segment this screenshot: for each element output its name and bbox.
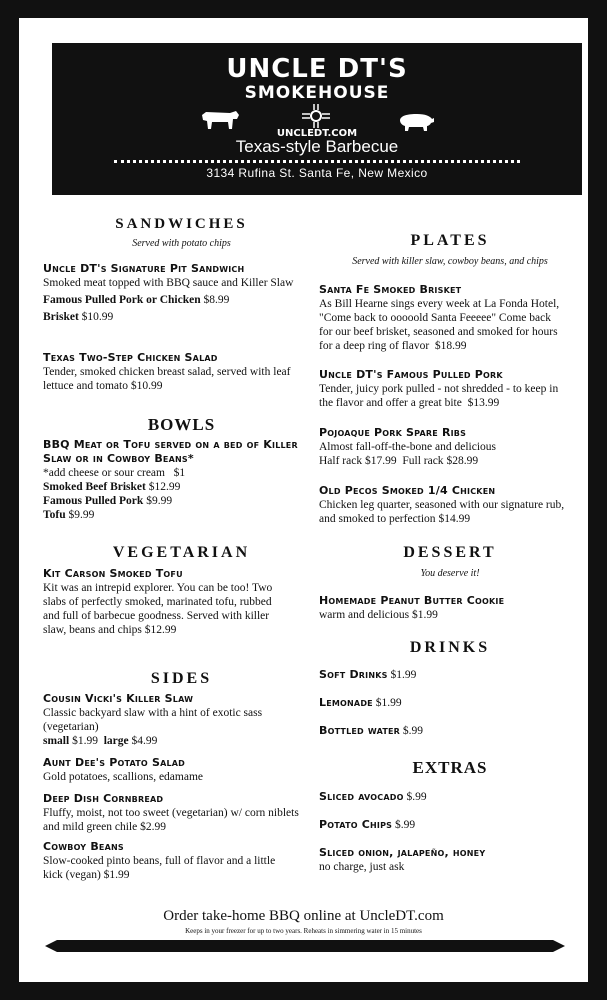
extra-item	[319, 790, 567, 804]
item-option: Famous Pulled Pork or Chicken	[43, 294, 201, 306]
item-price: $12.99	[144, 624, 177, 636]
item-name: Pojoaque Pork Spare Ribs	[319, 426, 467, 439]
section-title-plates: PLATES	[410, 232, 490, 249]
item-price: $17.99	[364, 455, 397, 467]
item-price: $12.99	[148, 481, 181, 493]
item-desc: Classic backyard slaw with a hint of exotic sass (vegetarian)	[43, 707, 263, 733]
menu-page	[19, 18, 588, 982]
item-option: Full rack	[402, 455, 444, 467]
brand-subname: SMOKEHOUSE	[244, 83, 390, 103]
item-name: Potato Chips	[319, 818, 393, 831]
item-price: $10.99	[81, 311, 114, 323]
item-price: $.99	[402, 725, 424, 737]
item-price: $1.99	[375, 697, 402, 709]
item-price: $8.99	[203, 294, 230, 306]
sandwiches-subtitle: Served with potato chips	[132, 238, 231, 249]
item-price: $1.99	[72, 735, 98, 747]
item-name: Sliced onion, jalapeño, honey	[319, 846, 486, 859]
menu-item	[43, 792, 301, 834]
item-name: Sliced avocado	[319, 790, 404, 803]
item-name: BBQ Meat or Tofu served on a bed of Killer Slaw or in Cowboy Beans*	[43, 438, 298, 465]
menu-item	[319, 426, 567, 468]
menu-item	[43, 567, 289, 637]
item-desc: Chicken leg quarter, seasoned with our signature rub, and smoked to perfection	[319, 499, 565, 525]
item-option: Half rack	[319, 455, 363, 467]
menu-item	[43, 262, 301, 324]
item-option: Smoked Beef Brisket	[43, 481, 146, 493]
item-price: $1.99	[411, 609, 438, 621]
item-option: large	[103, 735, 129, 747]
arrow-bar-divider	[45, 940, 565, 952]
header-banner	[52, 43, 582, 195]
item-name: Uncle DT's Famous Pulled Pork	[319, 368, 503, 381]
section-title-dessert: DESSERT	[403, 544, 497, 561]
item-name: Uncle DT's Signature Pit Sandwich	[43, 262, 245, 275]
item-price: $28.99	[446, 455, 479, 467]
item-price: $10.99	[130, 380, 163, 392]
item-note: no charge, just ask	[319, 861, 405, 873]
item-name: Texas Two-Step Chicken Salad	[43, 351, 218, 364]
item-desc: Fluffy, moist, not too sweet (vegetarian) w/ corn niblets and mild green chile	[43, 807, 299, 833]
address: 3134 Rufina St. Santa Fe, New Mexico	[206, 166, 428, 180]
menu-item	[319, 283, 567, 353]
item-name: Aunt Dee's Potato Salad	[43, 756, 186, 769]
item-price: $9.99	[68, 509, 95, 521]
zia-sun-icon	[298, 103, 334, 129]
item-name: Bottled water	[319, 724, 401, 737]
item-name: Old Pecos Smoked 1/4 Chicken	[319, 484, 496, 497]
item-price: $18.99	[434, 340, 467, 352]
freezer-note: Keeps in your freezer for up to two years. Reheats in simmering water in 15 minutes	[185, 927, 422, 935]
item-price: $13.99	[467, 397, 500, 409]
item-price: $1.99	[103, 869, 130, 881]
menu-item	[43, 840, 293, 882]
item-name: Cousin Vicki's Killer Slaw	[43, 692, 194, 705]
tagline: Texas-style Barbecue	[235, 137, 399, 156]
plates-subtitle: Served with killer slaw, cowboy beans, and chips	[352, 256, 548, 267]
menu-item	[43, 438, 309, 522]
item-option: small	[43, 735, 70, 747]
drink-item	[319, 668, 567, 682]
section-title-sides: SIDES	[150, 670, 213, 687]
item-desc: Kit was an intrepid explorer. You can be too! Two slabs of perfectly smoked, marinated tofu, rubbed and full of barbecue goodness. Served with killer slaw, beans and chips	[43, 582, 273, 636]
item-price: $14.99	[438, 513, 471, 525]
section-title-bowls: BOWLS	[147, 415, 216, 434]
item-price: $.99	[406, 791, 427, 803]
item-price: $.99	[395, 819, 416, 831]
item-name: Lemonade	[319, 696, 373, 709]
menu-item	[319, 484, 567, 526]
dessert-subtitle: You deserve it!	[420, 568, 480, 579]
item-price: $2.99	[140, 821, 166, 833]
menu-item	[319, 594, 567, 622]
item-option: Tofu	[43, 509, 66, 521]
item-option: Famous Pulled Pork	[43, 495, 144, 507]
drink-item	[319, 724, 567, 738]
item-option: Brisket	[43, 311, 79, 323]
section-title-vegetarian: VEGETARIAN	[112, 544, 251, 561]
item-name: Homemade Peanut Butter Cookie	[319, 594, 505, 607]
item-note: *add cheese or sour cream	[43, 467, 165, 479]
item-desc: warm and delicious	[319, 609, 410, 621]
section-title-extras: EXTRAS	[412, 758, 488, 777]
item-name: Santa Fe Smoked Brisket	[319, 283, 462, 296]
item-desc: Tender, juicy pork pulled - not shredded - to keep in the flavor and offer a great bite	[319, 383, 559, 409]
item-price: $4.99	[131, 735, 158, 747]
item-name: Soft Drinks	[319, 668, 388, 681]
item-desc: Smoked meat topped with BBQ sauce and Killer Slaw	[43, 277, 294, 289]
logo-row	[52, 103, 582, 143]
drink-item	[319, 696, 567, 710]
item-price: $1	[173, 467, 186, 479]
menu-item	[319, 368, 567, 410]
item-desc: As Bill Hearne sings every week at La Fonda Hotel, "Come back to ooooold Santa Feeeee" Come back for our beef brisket, seasoned and smoked for hours for a deep ring of flavor	[319, 298, 560, 352]
item-desc: Tender, smoked chicken breast salad, served with leaf lettuce and tomato	[43, 366, 291, 392]
website-url: UNCLEDT.COM	[276, 128, 358, 139]
extra-item	[319, 818, 567, 832]
menu-item	[43, 351, 301, 393]
menu-item	[43, 692, 301, 748]
item-price: $9.99	[146, 495, 173, 507]
item-desc: Almost fall-off-the-bone and delicious	[319, 441, 497, 453]
order-online-text: Order take-home BBQ online at UncleDT.com	[163, 908, 444, 924]
dotted-divider	[114, 160, 520, 163]
item-desc: Slow-cooked pinto beans, full of flavor and a little kick (vegan)	[43, 855, 276, 881]
menu-item	[43, 756, 301, 784]
section-title-drinks: DRINKS	[409, 639, 491, 656]
extra-item	[319, 846, 567, 874]
brand-name: UNCLE DT'S	[226, 54, 408, 84]
section-title-sandwiches: SANDWICHES	[115, 216, 248, 232]
item-name: Kit Carson Smoked Tofu	[43, 567, 183, 580]
item-price: $1.99	[390, 669, 417, 681]
item-desc: Gold potatoes, scallions, edamame	[43, 771, 204, 783]
item-name: Deep Dish Cornbread	[43, 792, 164, 805]
item-name: Cowboy Beans	[43, 840, 124, 853]
